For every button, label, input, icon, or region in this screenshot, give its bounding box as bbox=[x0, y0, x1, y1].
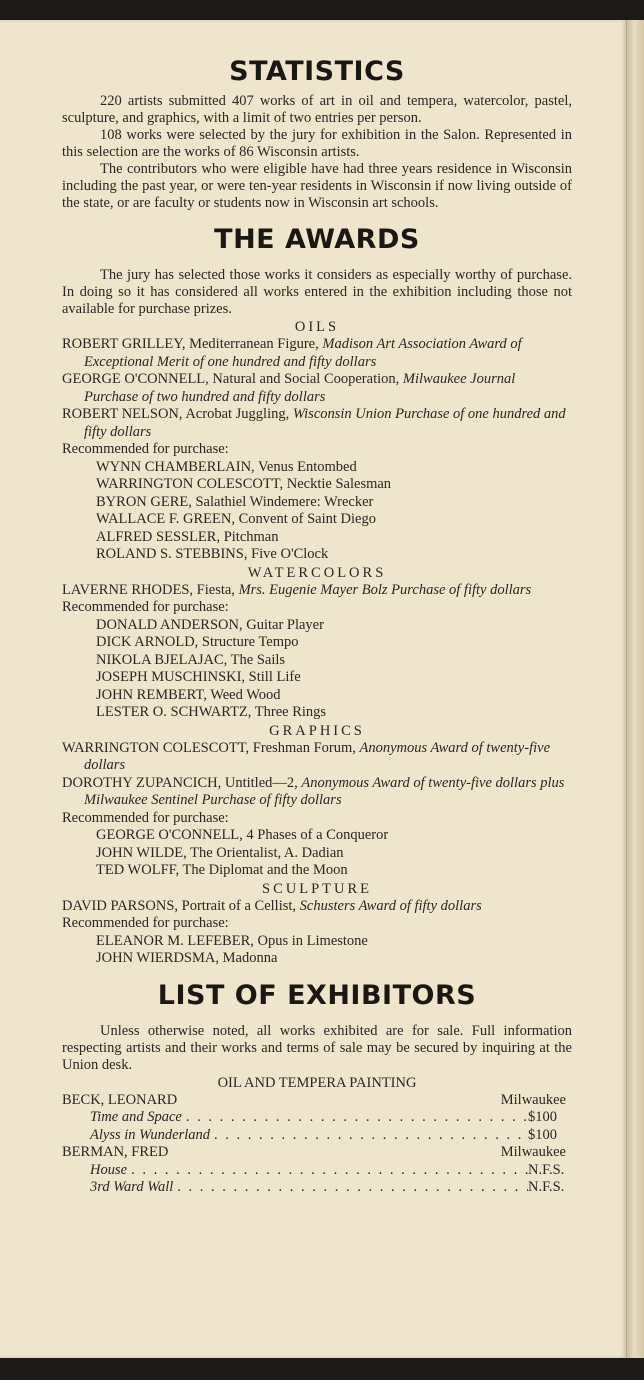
award-entry: WARRINGTON COLESCOTT, Freshman Forum, Anonymous Award of twenty-five dollars bbox=[62, 739, 551, 773]
work-row bbox=[62, 1127, 572, 1145]
leader-dots bbox=[173, 1179, 528, 1197]
exhibitors-heading: LIST OF EXHIBITORS bbox=[157, 979, 477, 1011]
award-entry: GEORGE O'CONNELL, Natural and Social Cooperation, Milwaukee Journal Purchase of two hundred and fifty dollars bbox=[62, 371, 516, 405]
work-price: N.F.S. bbox=[528, 1161, 565, 1178]
document-page bbox=[0, 20, 626, 1358]
recommended-label: Recommended for purchase: bbox=[62, 599, 229, 615]
work-price: $100 bbox=[528, 1126, 557, 1143]
leader-dots bbox=[127, 1162, 528, 1180]
recommended-item: TED WOLFF, The Diplomat and the Moon bbox=[96, 862, 348, 878]
statistics-heading: STATISTICS bbox=[229, 56, 405, 87]
recommended-item: JOHN REMBERT, Weed Wood bbox=[96, 686, 281, 703]
leader-dots bbox=[182, 1109, 528, 1127]
award-entry: LAVERNE RHODES, Fiesta, Mrs. Eugenie Mayer Bolz Purchase of fifty dollars bbox=[62, 581, 532, 598]
work-title: House bbox=[90, 1161, 128, 1178]
award-entry: DOROTHY ZUPANCICH, Untitled—2, Anonymous Award of twenty-five dollars plus Milwaukee Sentinel Purchase of fifty dollars bbox=[62, 774, 565, 808]
recommended-label: Recommended for purchase: bbox=[62, 809, 229, 826]
recommended-item: JOHN WIERDSMA, Madonna bbox=[96, 950, 278, 966]
statistics-paragraph: The contributors who were eligible have had three years residence in Wisconsin including the past year, or were ten-year residents in Wisconsin if now living outside of the state, or are faculty or students now in Wisconsin art schools. bbox=[62, 161, 572, 211]
binding-spine bbox=[626, 20, 644, 1358]
exhibitor-row bbox=[62, 1092, 572, 1110]
recommended-item: WALLACE F. GREEN, Convent of Saint Diego bbox=[96, 511, 376, 527]
leader-dots bbox=[210, 1127, 528, 1145]
exhibitor-row bbox=[62, 1144, 572, 1162]
recommended-item: WYNN CHAMBERLAIN, Venus Entombed bbox=[96, 458, 357, 475]
section-title-graphics: GRAPHICS bbox=[269, 722, 365, 739]
exhibitors-intro: Unless otherwise noted, all works exhibited are for sale. Full information respecting artists and their works and terms of sale may be secured by inquiring at the Union desk. bbox=[62, 1022, 572, 1073]
recommended-item: LESTER O. SCHWARTZ, Three Rings bbox=[96, 704, 327, 720]
statistics-body bbox=[62, 93, 572, 212]
recommended-label: Recommended for purchase: bbox=[62, 441, 229, 457]
award-entry: DAVID PARSONS, Portrait of a Cellist, Schusters Award of fifty dollars bbox=[62, 897, 482, 914]
work-row bbox=[62, 1179, 572, 1197]
recommended-item: ALFRED SESSLER, Pitchman bbox=[96, 528, 279, 545]
work-row bbox=[62, 1162, 572, 1180]
awards-intro: The jury has selected those works it considers as especially worthy of purchase. In doing so it has considered all works entered in the exhibition including those not available for purchase prizes. bbox=[62, 267, 572, 317]
awards-heading: THE AWARDS bbox=[214, 224, 420, 255]
work-title: Time and Space bbox=[90, 1109, 182, 1125]
page-content bbox=[62, 56, 572, 1197]
recommended-label: Recommended for purchase: bbox=[62, 915, 229, 931]
recommended-item: NIKOLA BJELAJAC, The Sails bbox=[96, 651, 286, 668]
section-title-oils: OILS bbox=[294, 319, 340, 335]
recommended-item: BYRON GERE, Salathiel Windemere: Wrecker bbox=[96, 493, 374, 510]
exhibitor-city: Milwaukee bbox=[500, 1091, 566, 1108]
work-price: N.F.S. bbox=[528, 1179, 565, 1195]
work-row bbox=[62, 1109, 572, 1127]
work-title: Alyss in Wunderland bbox=[90, 1126, 211, 1143]
exhibitor-city: Milwaukee bbox=[500, 1144, 566, 1160]
recommended-item: DONALD ANDERSON, Guitar Player bbox=[96, 616, 324, 633]
section-title-sculpture: SCULPTURE bbox=[262, 880, 372, 897]
recommended-item: JOHN WILDE, The Orientalist, A. Dadian bbox=[96, 844, 344, 861]
recommended-item: JOSEPH MUSCHINSKI, Still Life bbox=[96, 669, 301, 685]
recommended-item: GEORGE O'CONNELL, 4 Phases of a Conqueror bbox=[96, 827, 389, 843]
statistics-paragraph: 220 artists submitted 407 works of art in oil and tempera, watercolor, pastel, sculpture, and graphics, with a limit of two entries per person. bbox=[62, 93, 572, 126]
section-title-watercolors: WATERCOLORS bbox=[247, 564, 387, 581]
recommended-item: DICK ARNOLD, Structure Tempo bbox=[96, 634, 299, 650]
award-entry: ROBERT GRILLEY, Mediterranean Figure, Madison Art Association Award of Exceptional Merit of one hundred and fifty dollars bbox=[62, 336, 522, 370]
recommended-item: ROLAND S. STEBBINS, Five O'Clock bbox=[96, 546, 329, 562]
recommended-item: ELEANOR M. LEFEBER, Opus in Limestone bbox=[96, 932, 368, 949]
work-price: $100 bbox=[528, 1109, 557, 1125]
section-title-oil-tempera: OIL AND TEMPERA PAINTING bbox=[217, 1074, 417, 1091]
exhibitor-name: BERMAN, FRED bbox=[62, 1144, 169, 1160]
exhibitor-name: BECK, LEONARD bbox=[62, 1091, 178, 1108]
statistics-paragraph: 108 works were selected by the jury for exhibition in the Salon. Represented in this selection are the works of 86 Wisconsin artists. bbox=[62, 127, 572, 160]
award-entry: ROBERT NELSON, Acrobat Juggling, Wisconsin Union Purchase of one hundred and fifty dollars bbox=[62, 406, 566, 440]
recommended-item: WARRINGTON COLESCOTT, Necktie Salesman bbox=[96, 476, 392, 492]
work-title: 3rd Ward Wall bbox=[90, 1179, 174, 1195]
